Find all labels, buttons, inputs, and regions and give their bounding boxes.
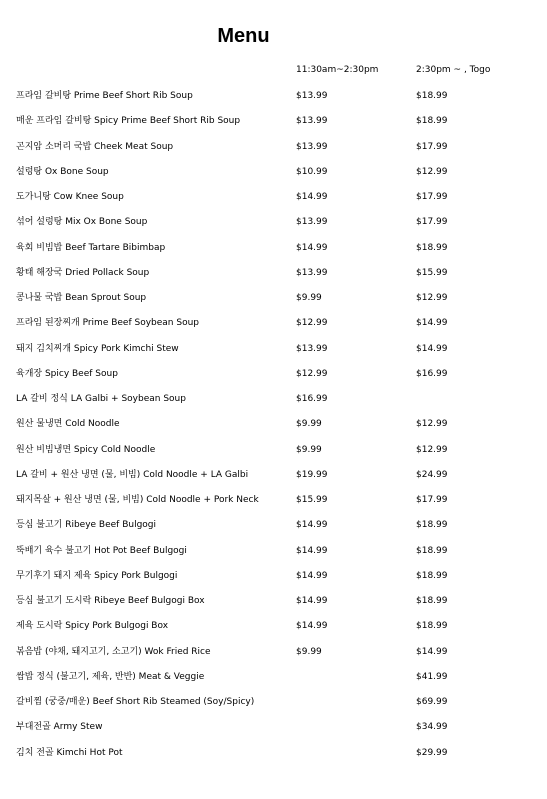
menu-item-name: 갈비찜 (궁중/매운) Beef Short Rib Steamed (Soy/Spicy) [16, 697, 255, 707]
menu-item-dinner-price: $18.99 [416, 570, 448, 581]
menu-item-lunch-price: $13.99 [296, 343, 328, 354]
menu-item-row [0, 717, 547, 737]
menu-item-lunch-price: $13.99 [296, 267, 328, 278]
menu-item-name: 프라임 갈비탕 Prime Beef Short Rib Soup [16, 91, 193, 101]
menu-item-lunch-price: $9.99 [296, 646, 322, 657]
menu-item-row [0, 313, 547, 333]
menu-item-row [0, 263, 547, 283]
menu-item-dinner-price: $12.99 [416, 293, 448, 303]
menu-item-name: 쌈밥 정식 (불고기, 제육, 반반) Meat & Veggie [16, 671, 205, 682]
menu-item-lunch-price: $14.99 [296, 570, 328, 581]
menu-item-name: 등심 불고기 Ribeye Beef Bulgogi [16, 520, 157, 531]
menu-item-row [0, 743, 547, 763]
menu-item-row [0, 692, 547, 712]
menu-item-dinner-price: $24.99 [416, 469, 448, 480]
menu-item-row [0, 162, 547, 182]
menu-item-row [0, 111, 547, 131]
menu-item-name: 볶음밥 (야채, 돼지고기, 소고기) Wok Fried Rice [16, 646, 211, 657]
menu-item-name: 뚝배기 육수 불고기 Hot Pot Beef Bulgogi [16, 545, 187, 556]
menu-item-lunch-price: $12.99 [296, 318, 328, 329]
menu-item-row [0, 86, 547, 106]
menu-item-name: 제육 도시락 Spicy Pork Bulgogi Box [16, 621, 169, 632]
menu-item-name: 육회 비빔밥 Beef Tartare Bibimbap [16, 242, 166, 253]
menu-item-dinner-price: $17.99 [416, 192, 448, 202]
menu-item-dinner-price: $16.99 [416, 368, 448, 379]
menu-item-dinner-price: $14.99 [416, 343, 448, 354]
menu-item-name: LA 갈비 정식 LA Galbi + Soybean Soup [16, 394, 186, 404]
menu-item-name: 도가니탕 Cow Knee Soup [16, 192, 124, 202]
menu-item-lunch-price: $9.99 [296, 419, 322, 430]
menu-item-name: 무기후기 돼지 제육 Spicy Pork Bulgogi [16, 570, 178, 581]
menu-item-name: 육개장 Spicy Beef Soup [16, 368, 118, 379]
menu-item-dinner-price: $18.99 [416, 520, 448, 531]
menu-item-lunch-price: $19.99 [296, 469, 328, 480]
menu-item-row [0, 339, 547, 359]
menu-item-row [0, 238, 547, 258]
menu-item-row [0, 616, 547, 636]
menu-item-name: 곤지암 소머리 국밥 Cheek Meat Soup [16, 141, 174, 152]
menu-item-dinner-price: $17.99 [416, 141, 448, 152]
menu-item-dinner-price: $18.99 [416, 242, 448, 253]
menu-item-dinner-price: $18.99 [416, 545, 448, 556]
menu-item-dinner-price: $69.99 [416, 697, 448, 707]
menu-item-lunch-price: $12.99 [296, 368, 328, 379]
menu-item-dinner-price: $17.99 [416, 495, 448, 505]
menu-item-name: LA 갈비 + 원산 냉면 (물, 비빔) Cold Noodle + LA Galbi [16, 469, 249, 480]
menu-item-row [0, 642, 547, 662]
menu-item-row [0, 187, 547, 207]
menu-item-lunch-price: $15.99 [296, 495, 328, 505]
menu-item-lunch-price: $13.99 [296, 217, 328, 228]
menu-item-lunch-price: $9.99 [296, 293, 322, 303]
menu-item-dinner-price: $18.99 [416, 91, 448, 101]
menu-item-dinner-price: $18.99 [416, 621, 448, 632]
menu-item-dinner-price: $12.99 [416, 444, 448, 455]
menu-item-name: 매운 프라임 갈비탕 Spicy Prime Beef Short Rib Soup [16, 116, 241, 127]
menu-item-lunch-price: $14.99 [296, 520, 328, 531]
menu-item-dinner-price: $14.99 [416, 318, 448, 329]
menu-item-name: 설렁탕 Ox Bone Soup [16, 166, 109, 177]
menu-item-dinner-price: $17.99 [416, 217, 448, 228]
menu-item-dinner-price: $41.99 [416, 671, 448, 682]
menu-item-name: 섞어 설렁탕 Mix Ox Bone Soup [16, 217, 148, 228]
menu-item-dinner-price: $14.99 [416, 646, 448, 657]
menu-item-row [0, 440, 547, 460]
menu-item-row [0, 414, 547, 434]
menu-item-row [0, 490, 547, 510]
menu-item-name: 돼지목살 + 원산 냉면 (물, 비빔) Cold Noodle + Pork Neck [16, 495, 259, 505]
menu-item-row [0, 288, 547, 308]
menu-item-lunch-price: $14.99 [296, 545, 328, 556]
menu-item-dinner-price: $18.99 [416, 596, 448, 606]
page-title: Menu [217, 25, 270, 47]
menu-item-row [0, 137, 547, 157]
menu-item-row [0, 541, 547, 561]
menu-item-dinner-price: $29.99 [416, 747, 448, 758]
menu-item-lunch-price: $14.99 [296, 192, 328, 202]
menu-item-lunch-price: $10.99 [296, 166, 328, 177]
dinner-column-header: 2:30pm ~ , Togo [416, 65, 491, 75]
menu-item-row [0, 667, 547, 687]
menu-item-lunch-price: $13.99 [296, 116, 328, 127]
menu-item-lunch-price: $13.99 [296, 91, 328, 101]
menu-item-name: 원산 물냉면 Cold Noodle [16, 419, 120, 430]
menu-item-lunch-price: $14.99 [296, 242, 328, 253]
menu-item-lunch-price: $14.99 [296, 596, 328, 606]
menu-item-dinner-price: $18.99 [416, 116, 448, 127]
menu-item-row [0, 566, 547, 586]
menu-item-name: 부대전골 Army Stew [16, 722, 103, 733]
menu-item-dinner-price: $12.99 [416, 419, 448, 430]
menu-item-name: 등심 불고기 도시락 Ribeye Beef Bulgogi Box [16, 596, 205, 606]
menu-item-row [0, 389, 547, 409]
menu-item-lunch-price: $9.99 [296, 444, 322, 455]
menu-item-row [0, 364, 547, 384]
menu-item-name: 황태 해장국 Dried Pollack Soup [16, 267, 150, 278]
menu-item-dinner-price: $12.99 [416, 166, 448, 177]
menu-item-lunch-price: $16.99 [296, 394, 328, 404]
menu-item-name: 프라임 된장찌개 Prime Beef Soybean Soup [16, 318, 200, 329]
menu-item-row [0, 515, 547, 535]
menu-item-dinner-price: $15.99 [416, 267, 448, 278]
menu-item-lunch-price: $13.99 [296, 141, 328, 152]
menu-item-name: 돼지 김치찌개 Spicy Pork Kimchi Stew [16, 343, 179, 354]
menu-item-row [0, 591, 547, 611]
menu-item-lunch-price: $14.99 [296, 621, 328, 632]
menu-item-dinner-price: $34.99 [416, 722, 448, 733]
menu-item-row [0, 465, 547, 485]
menu-item-row [0, 212, 547, 232]
menu-item-name: 원산 비빔냉면 Spicy Cold Noodle [16, 444, 156, 455]
lunch-column-header: 11:30am~2:30pm [296, 65, 379, 75]
menu-item-name: 콩나물 국밥 Bean Sprout Soup [16, 293, 147, 303]
menu-item-name: 김치 전골 Kimchi Hot Pot [16, 747, 123, 758]
